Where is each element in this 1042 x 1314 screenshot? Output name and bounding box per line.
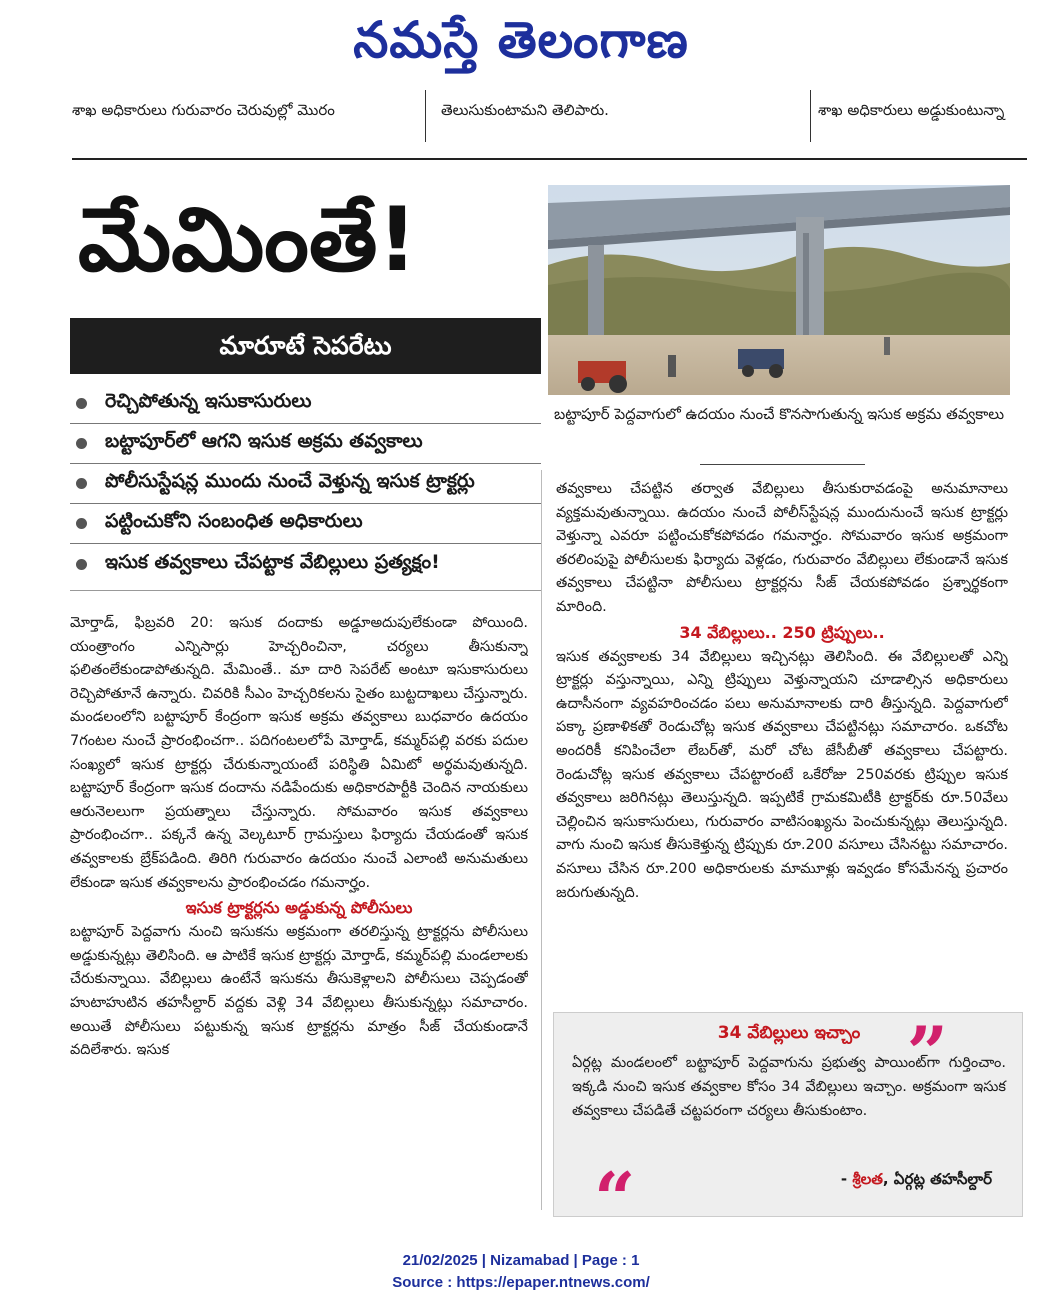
column-separator [541, 470, 542, 1210]
bullet-dot-icon [76, 559, 87, 570]
bullet-dot-icon [76, 398, 87, 409]
official-quote-box [553, 1010, 1023, 1241]
footer-edition-info: 21/02/2025 | Nizamabad | Page : 1 [402, 1252, 640, 1269]
section-divider [72, 158, 1027, 160]
bullet-item: పోలీసుస్టేషన్ల ముందు నుంచే వెళ్తున్న ఇసుక ట్రాక్టర్లు [70, 464, 541, 504]
column-separator [425, 90, 426, 142]
quote-title: 34 వేబిల్లులు ఇచ్చాం [717, 1023, 861, 1043]
bullet-item: ఇసుక తవ్వకాలు చేపట్టాక వేబిల్లులు ప్రత్యక్షం! [70, 544, 541, 584]
prev-article-fragment-1: శాఖ అధికారులు గురువారం చెరువుల్లో మొరం [72, 101, 335, 119]
article-subhead: ఇసుక ట్రాక్టర్లను అడ్డుకున్న పోలీసులు [185, 898, 413, 918]
bullet-divider [70, 590, 541, 591]
article-paragraph: బట్టాపూర్ పెద్దవాగు నుంచి ఇసుకను అక్రమంగా తరలిస్తున్న ట్రాక్టర్లను పోలీసులు అడ్డుకున్నట్లు తెలిసింది. ఆ పాటికే ఇసుక ట్రాక్టర్లు మోర్తాడ్, కమ్మర్‌పల్లి మండలాలకు చేరుకున్నాయి. వేబిల్లులు ఉంటేనే ఇసుకను తీసుకెళ్లాలని పోలీసులు చెప్పడంతో హుటాహుటిన తహసీల్దార్ వద్దకు వెళ్లి 34 వేబిల్లులు తీసుకున్నట్లు సమాచారం. అయితే పోలీసులు పట్టుకున్న ఇసుక ట్రాక్టర్లను మాత్రం సీజ్ చేయకుండానే వదిలేశారు. ఇసుక [70, 924, 528, 1059]
prev-article-fragment-2: తెలుసుకుంటామని తెలిపారు. [441, 101, 609, 119]
bullet-item: పట్టించుకోని సంబంధిత అధికారులు [70, 504, 541, 544]
bullet-list [70, 384, 541, 584]
quote-text: ఏర్గట్ల మండలంలో బట్టాపూర్ పెద్దవాగును ప్రభుత్వ పాయింట్‌గా గుర్తించాం. ఇక్కడి నుంచి ఇసుక తవ్వకాల కోసం 34 వేబిల్లులు ఇచ్చాం. అక్రమంగా ఇసుక తవ్వకాలు చేపడితే చట్టపరంగా చర్యలు తీసుకుంటాం. [572, 1055, 1006, 1119]
footer-source-link[interactable]: Source : https://epaper.ntnews.com/ [392, 1274, 650, 1291]
subheadline-bar: మారూటే సెపరేటు [70, 318, 541, 374]
photo-caption: బట్టాపూర్ పెద్దవాగులో ఉదయం నుంచే కొనసాగుతున్న ఇసుక అక్రమ తవ్వకాలు [553, 405, 1005, 423]
bullet-dot-icon [76, 478, 87, 489]
caption-underline [700, 464, 865, 465]
news-photo [548, 185, 1010, 395]
quote-signature: - శ్రీలత, ఏర్గట్ల తహసీల్దార్ [840, 1170, 992, 1188]
article-paragraph: మోర్తాడ్, ఫిబ్రవరి 20: ఇసుక దందాకు అడ్డూఅదుపులేకుండా పోయింది. యంత్రాంగం ఎన్నిసార్లు హెచ్చరించినా, చర్యలు తీసుకున్నా ఫలితంలేకుండాపోతున్నది. మేమింతే.. మా దారి సెపరేట్ అంటూ ఇసుకాసురులు రెచ్చిపోతూనే ఉన్నారు. చివరికి సీఎం హెచ్చరికలను సైతం బుట్టదాఖలు చేస్తున్నారు. మండలంలోని బట్టాపూర్ కేంద్రంగా ఇసుక అక్రమ తవ్వకాలు బుధవారం ఉదయం 7గంటల నుంచే ప్రారంభించగా.. పదిగంటలలోపే మోర్తాడ్, కమ్మర్‌పల్లి వరకు పదుల సంఖ్యలో ఇసుక ట్రాక్టర్లు చేరుకున్నాయంటే పరిస్థితి ఏమిటో అర్థమవుతున్నది. బట్టాపూర్ కేంద్రంగా ఇసుక దందాను నడిపేందుకు అధికారపార్టీకి చెందిన నాయకులు ఆరునెలలుగా ప్రయత్నాలు చేస్తున్నారు. సోమవారం ఇసుక తవ్వకాలు ప్రారంభించగా.. పక్కనే ఉన్న వెల్కటూర్ గ్రామస్తులు ఫిర్యాదు చేయడంతో ఇసుక తవ్వకాలకు బ్రేక్‌పడింది. తిరిగి గురువారం ఉదయం నుంచే ఎలాంటి అనుమతులు లేకుండా ఇసుక తవ్వకాలను ప్రారంభించడం గమనార్హం. [70, 615, 528, 891]
bullet-dot-icon [76, 518, 87, 529]
article-subhead: 34 వేబిల్లులు.. 250 ట్రిప్పులు.. [679, 622, 885, 642]
bridge-photo-image [548, 185, 1010, 395]
quote-close-icon: ” [906, 1010, 948, 1095]
article-column-1 [70, 612, 528, 1202]
quote-open-icon: “ [594, 1156, 636, 1241]
article-column-2 [556, 478, 1008, 1003]
masthead-logo: నమస్తే తెలంగాణ [353, 11, 689, 69]
headline: మేమింతే! [78, 188, 418, 291]
prev-article-fragment-3: శాఖ అధికారులు అడ్డుకుంటున్నా [818, 101, 1005, 119]
column-separator [810, 90, 811, 142]
article-paragraph: తవ్వకాలు చేపట్టిన తర్వాత వేబిల్లులు తీసుకురావడంపై అనుమానాలు వ్యక్తమవుతున్నాయి. ఉదయం నుంచే పోలీస్‌స్టేషన్ల ముందునుంచే ఇసుక ట్రాక్టర్లు వెళ్తున్నా ఎవరూ పట్టించుకోకపోవడం గమనార్హం. సోమవారం ఇసుక అక్రమంగా తరలింపుపై పోలీసులకు ఫిర్యాదు వెళ్లడం, గురువారం వేబిల్లులు లేకుండానే ఇసుక తవ్వకాలు చేపట్టినా పోలీసులు ట్రాక్టర్లను సీజ్ చేయకపోవడం ప్రశ్నార్థకంగా మారింది. [556, 481, 1008, 615]
bullet-item: రెచ్చిపోతున్న ఇసుకాసురులు [70, 384, 541, 424]
bullet-dot-icon [76, 438, 87, 449]
bullet-item: బట్టాపూర్‌లో ఆగని ఇసుక అక్రమ తవ్వకాలు [70, 424, 541, 464]
article-paragraph: ఇసుక తవ్వకాలకు 34 వేబిల్లులు ఇచ్చినట్లు తెలిసింది. ఈ వేబిల్లులతో ఎన్ని ట్రాక్టర్లు వస్తున్నాయి, ఎన్ని ట్రిప్పులు వెళ్తున్నాయని చూడాల్సిన అధికారులు ఉదాసీనంగా వ్యవహరించడం పలు అనుమానాలకు దారి తీస్తున్నది. పెద్దవాగులో పక్కా ప్రణాళికతో రెండుచోట్ల ఇసుక తవ్వకాలు చేపట్టినట్లు సమాచారం. ఒకచోట అందరికీ కనిపించేలా లేబర్‌తో, మరో చోట జేసీబీతో తవ్వకాలు చేపట్టారు. రెండుచోట్ల ఇసుక తవ్వకాలు చేపట్టారంటే ఒకేరోజు 250వరకు ట్రిప్పుల ఇసుక తవ్వకాలు జరిగినట్లు తెలుస్తున్నది. ఇప్పటికే గ్రామకమిటీకి ట్రాక్టర్‌కు రూ.50వేలు చెల్లించిన ఇసుకాసురులు, గురువారం వాటిసంఖ్యను పెంచుకున్నట్లు తెలుస్తున్నది. వాగు నుంచి ఇసుక తీసుకెళ్తున్న ట్రిప్పుకు రూ.200 వసూలు చేసినట్టు సమాచారం. వసూలు చేసిన రూ.200 అధికారులకు మామూళ్లు ఇవ్వడం కోసమేనన్న ప్రచారం జరుగుతున్నది. [556, 648, 1008, 901]
